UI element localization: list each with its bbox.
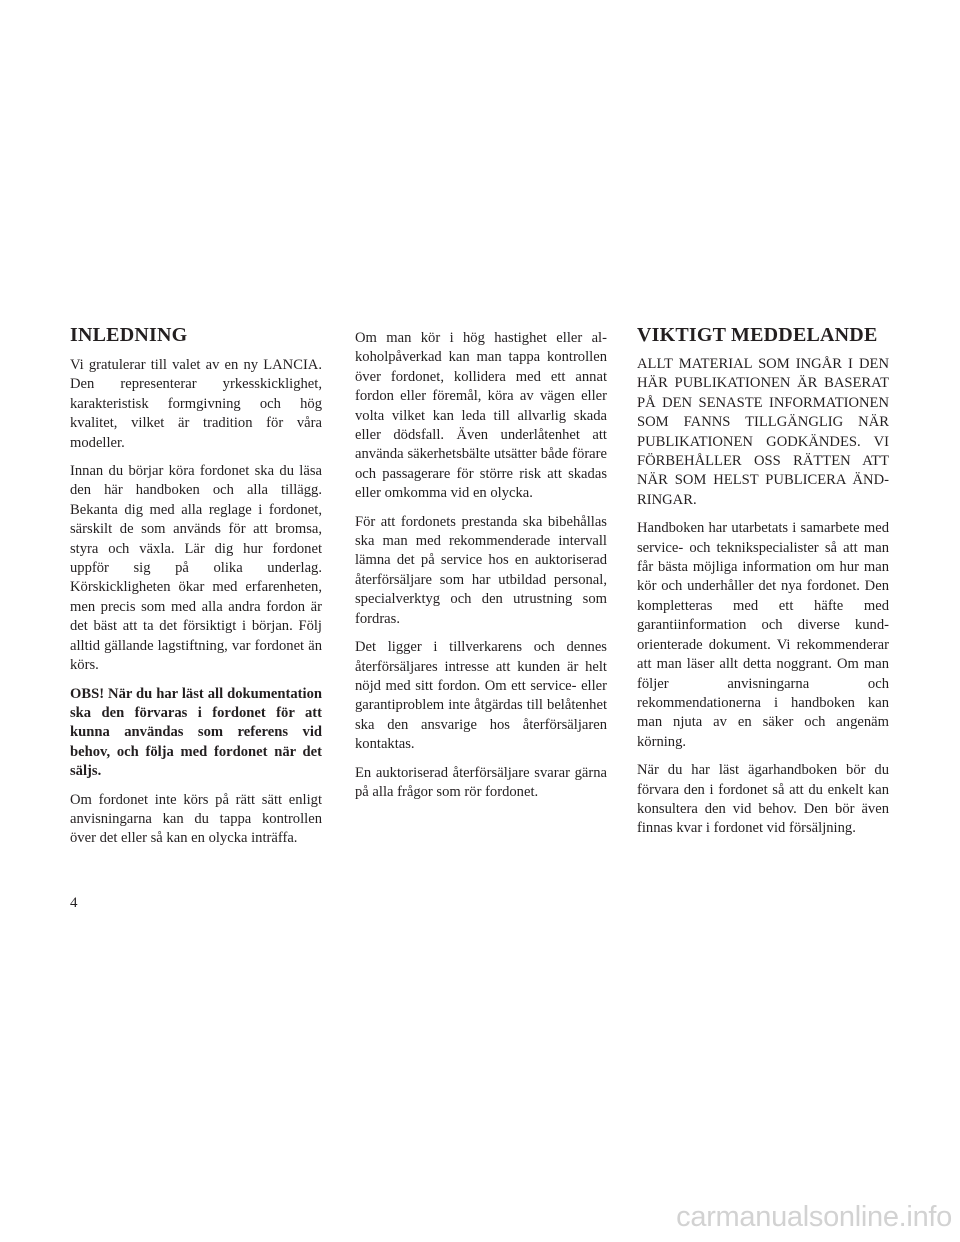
column-right	[637, 322, 889, 848]
paragraph-obs-note: OBS! När du har läst all dokumentation ska den förvaras i fordonet för att kunna användas som referens vid behov, och följa med fordonet när det säljs.	[70, 685, 322, 780]
page-number: 4	[70, 895, 78, 911]
paragraph-service: För att fordonets prestanda ska bibehållas ska man med rekommenderade intervall lämna det på service hos en auktoriserad återförsäljare som har utbildad personal, specialverktyg och den utrustning som fordras.	[355, 513, 607, 627]
paragraph-publication-notice: ALLT MATERIAL SOM INGÅR I DEN HÄR PUBLIKATIONEN ÄR BASERAT PÅ DEN SENASTE INFORMATIONEN SOM FANNS TILLGÄNGLIG NÄR PUBLIKATIONEN GODKÄNDES. VI FÖRBEHÅLLER OSS RÄTTEN ATT NÄR SOM HELST PUBLICERA ÄNDRINGAR.	[637, 356, 889, 508]
column-left	[70, 322, 322, 858]
paragraph-customer-satisfaction: Det ligger i tillverkarens och dennes återförsäljares intresse att kunden är helt nöjd med sitt fordon. Om ett service- eller garantiproblem inte åtgärdas till belåtenhet ska den ansvarige hos återförsäljaren kontaktas.	[355, 639, 607, 753]
section-heading-viktigt-meddelande: VIKTIGT MEDDELANDE	[637, 324, 878, 346]
column-middle	[355, 329, 607, 811]
paragraph-storage-advice: När du har läst ägarhandboken bör du förvara den i fordonet så att du enkelt kan konsultera den vid behov. Den bör även finnas kvar i fordonet vid försäljning.	[637, 762, 889, 837]
paragraph-handbook-info: Handboken har utarbetats i samarbete med service- och teknikspecialister så att man får bästa möjliga information om hur man kör och underhåller det nya fordonet. Den kompletteras med ett häfte med garantiinformation och diverse kundorienterade dokument. Vi rekommenderar att man läser allt detta noggrant. Om man följer anvisningarna och rekommendationerna i handboken kan man njuta av en säker och angenäm körning.	[637, 520, 889, 750]
section-heading-inledning: INLEDNING	[70, 324, 188, 346]
paragraph-intro: Vi gratulerar till valet av en ny LANCIA. Den representerar yrkesskicklighet, karakteristisk formgivning och hög kvalitet, vilket är tradition för våra modeller.	[70, 357, 322, 451]
paragraph-warning: Om fordonet inte körs på rätt sätt enligt anvisningarna kan du tappa kontrollen över det eller så kan en olycka inträffa.	[70, 791, 322, 847]
paragraph-dealer-questions: En auktoriserad återförsäljare svarar gärna på alla frågor som rör fordonet.	[355, 764, 607, 800]
paragraph-speed-warning: Om man kör i hög hastighet eller alkoholpåverkad kan man tappa kontrollen över fordonet, kollidera med ett annat fordon eller föremål, köra av vägen eller volta vilket kan leda till allvarlig skada eller dödsfall. Även underlåtenhet att använda säkerhetsbälte utsätter både förare och passagerare för större risk att skadas eller omkomma vid en olycka.	[355, 330, 607, 502]
watermark-text: carmanualsonline.info	[676, 1201, 952, 1233]
paragraph-before-driving: Innan du börjar köra fordonet ska du läsa den här handboken och alla tillägg. Bekanta dig med alla reglage i fordonet, särskilt de som används för att bromsa, styra och växla. Lär dig hur fordonet uppför sig på olika underlag. Körskickligheten ökar med erfarenheten, men precis som med alla andra fordon är det bäst att ta det försiktigt i början. Följ alltid gällande lagstiftning, var fordonet än körs.	[70, 463, 322, 674]
